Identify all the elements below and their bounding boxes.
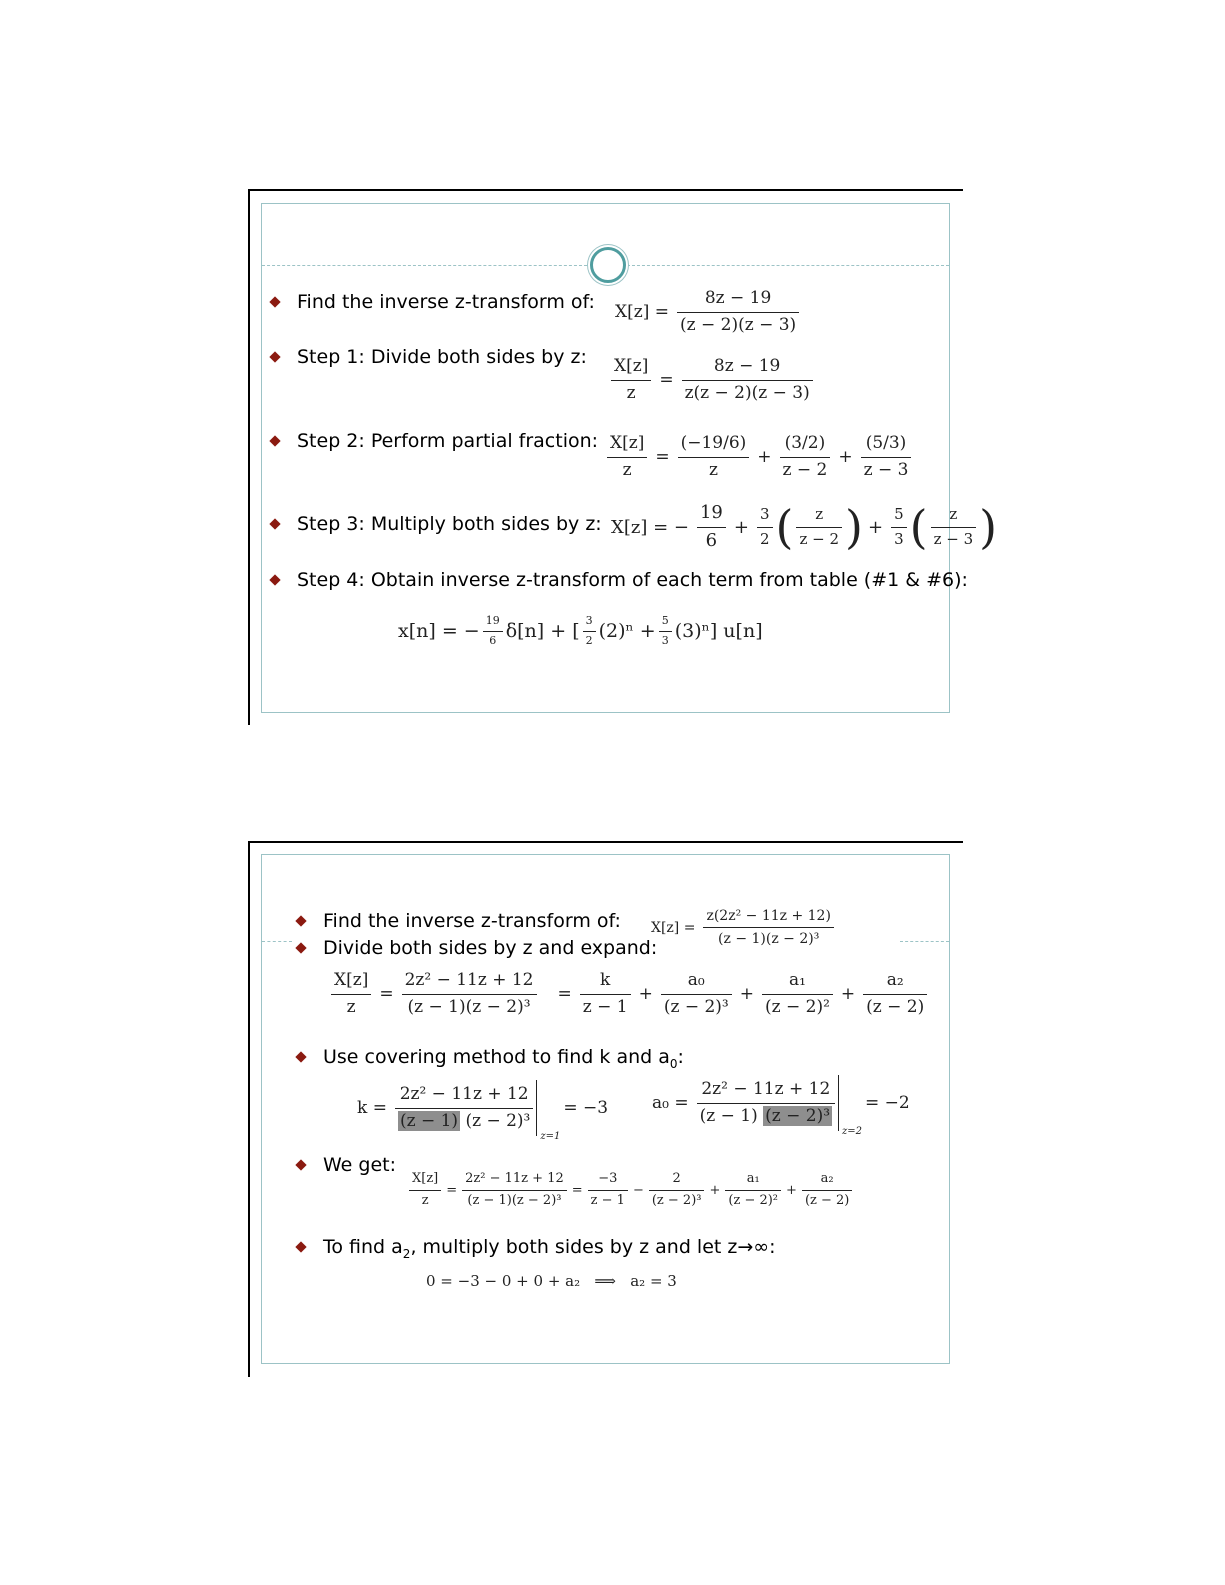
slide-1-bullet-3: Step 2: Perform partial fraction: (297, 430, 599, 452)
eq-numerator: 2z² − 11z + 12 (462, 1172, 567, 1191)
eq-denominator: z − 2 (799, 529, 840, 548)
eq-denominator: z (346, 996, 356, 1017)
bullet-text: , multiply both sides by z and let z→∞: (410, 1236, 776, 1258)
eq-lhs: X[z] = (651, 919, 696, 936)
eq-numerator: z (931, 506, 977, 527)
eq-denominator: z − 1 (590, 1192, 625, 1208)
eq-numerator: −3 (588, 1172, 628, 1191)
slide-1-equation-4: X[z] = − $\frac{19}{6}$ + $\frac{3}{2}$ ( $\frac{z}{z - 2}$ ) + $\frac{5}{3}$ ( $\frac{z}{z - 3}$ ) (606, 503, 997, 551)
slide-2-equation-2: $\frac{X[z]}{z}$ = $\frac{\text{2z² − 11z + 12}}{\text{(z − 1)(z − 2)³}}$ = $\frac{k}{z - 1}$ + $\frac{\text{a₀}}{\text{(z − 2)³}}$ + $\frac{\text{a₁}}{\text{(z − 2)²}}$ + $\frac{\text{a₂}}{(z - 2)}$ (328, 971, 930, 1017)
eq-numerator: 2 (649, 1172, 705, 1191)
eq-numerator: 2z² − 11z + 12 (402, 971, 537, 995)
eq-numerator: a₂ (863, 971, 927, 995)
slide-2-left-rule (248, 841, 250, 1377)
eq-numerator: a₀ (661, 971, 732, 995)
eq-numerator: 19 (697, 503, 726, 528)
slide-2-equation-5: 0 = −3 − 0 + 0 + a₂ ⟹ a₂ = 3 (426, 1272, 677, 1290)
eq-numerator: 5 (659, 615, 672, 632)
slide-1-equation-3: $\frac{X[z]}{z}$ = $\frac{(-19/6)}{z}$ + $\frac{(3/2)}{z - 2}$ + $\frac{(5/3)}{z - 3}$ (604, 434, 914, 480)
highlighted-factor: (z − 1) (399, 1110, 459, 1131)
slide-2-bullet-5 (323, 1238, 776, 1260)
eq-numerator: (3/2) (780, 434, 831, 458)
slide-1-equation-2: $\frac{X[z]}{z}$ = $\frac{8z - 19}{z(z - 2)(z - 3)}$ (608, 357, 816, 403)
slide-1-equation-5 (398, 615, 763, 647)
eq-denominator: (z − 2)³ (465, 1110, 531, 1131)
slide-2-equation-4: $\frac{X[z]}{z}$ = $\frac{\text{2z² − 11z + 12}}{\text{(z − 1)(z − 2)³}}$ = $\frac{-3}{z - 1}$ − $\frac{2}{\text{(z − 2)³}}$ + $\frac{\text{a₁}}{\text{(z − 2)²}}$ + $\frac{\text{a₂}}{(z - 2)}$ (406, 1172, 855, 1209)
eq-numerator: k (580, 971, 631, 995)
eq-denominator: z − 3 (933, 529, 974, 548)
eq-numerator: a₁ (725, 1172, 781, 1191)
eq-denominator: 3 (661, 633, 669, 647)
slide-2-dashed-line-right (900, 941, 949, 942)
eq-numerator: 19 (483, 615, 503, 632)
eq-numerator: z(2z² − 11z + 12) (703, 908, 833, 928)
eq-denominator: (z − 1)(z − 2)³ (407, 996, 531, 1017)
eq-term: δ[n] + [ (505, 620, 580, 643)
eq-denominator: z − 1 (582, 996, 628, 1017)
eq-numerator: 3 (583, 615, 596, 632)
slide-1-dashed-line-right (627, 265, 949, 266)
bullet-text: : (677, 1046, 684, 1068)
eq-denominator: z − 3 (863, 459, 909, 480)
eq-term: (2)ⁿ + (598, 620, 656, 643)
slide-2-equation-a0 (647, 1075, 915, 1137)
eq-denominator: 6 (705, 529, 718, 551)
eq-numerator: X[z] (331, 971, 371, 995)
eq-term: (3)ⁿ] u[n] (674, 620, 763, 643)
slide-1-bullet-4: Step 3: Multiply both sides by z: (297, 513, 602, 535)
slide-2-bullet-2: Divide both sides by z and expand: (323, 937, 658, 959)
eq-denominator: (z − 1)(z − 2)³ (718, 931, 820, 948)
slide-2-dashed-line-left (262, 941, 292, 942)
eq-numerator: a₂ (802, 1172, 852, 1191)
eq-denominator: (z − 2)² (728, 1192, 779, 1208)
highlighted-factor: (z − 2)³ (765, 1105, 831, 1126)
eq-numerator: (−19/6) (678, 434, 750, 458)
eq-numerator: 2z² − 11z + 12 (395, 1085, 533, 1109)
eq-numerator: (5/3) (861, 434, 912, 458)
bullet-subscript: 0 (669, 1056, 678, 1071)
eq-denominator: (z − 2)³ (651, 1192, 702, 1208)
eq-denominator: z (421, 1192, 429, 1208)
eq-denominator: z (622, 459, 632, 480)
eq-numerator: X[z] (611, 357, 651, 381)
slide-1-top-rule (248, 189, 963, 191)
eq-result: = −2 (865, 1093, 910, 1113)
eq-denominator: 2 (759, 529, 770, 548)
eq-denominator: 6 (489, 633, 497, 647)
eq-numerator: a₁ (762, 971, 833, 995)
eq-denominator: (z − 2)(z − 3) (679, 314, 797, 335)
eq-denominator: (z − 1)(z − 2)³ (467, 1192, 562, 1208)
bullet-subscript: 2 (402, 1246, 411, 1261)
eq-lhs: x[n] = − (398, 620, 480, 643)
eq-denominator: z(z − 2)(z − 3) (684, 382, 810, 403)
eq-denominator: z (626, 382, 636, 403)
slide-2-bullet-4: We get: (323, 1154, 397, 1176)
eq-numerator: 5 (891, 506, 907, 527)
eq-denominator: 2 (585, 633, 593, 647)
eq-numerator: 8z − 19 (677, 289, 799, 313)
eval-subscript: z=2 (842, 1126, 863, 1137)
eq-denominator: (z − 2) (866, 996, 925, 1017)
slide-2-equation-k (352, 1080, 613, 1142)
eq-numerator: 3 (757, 506, 773, 527)
slide-2-bullet-3 (323, 1048, 684, 1070)
evaluation-bar (838, 1075, 863, 1137)
eq-lhs: X[z] = (615, 302, 669, 323)
slide-2-equation-1 (646, 908, 837, 947)
slide-2-bullet-1: Find the inverse z-transform of: (323, 910, 621, 932)
eq-denominator: (z − 1) (699, 1105, 758, 1126)
slide-1-bullet-5: Step 4: Obtain inverse z-transform of each term from table (#1 & #6): (297, 569, 968, 591)
eq-lhs: a₀ = (652, 1093, 689, 1113)
eq-denominator: (z − 2)³ (663, 996, 729, 1017)
slide-1-dashed-line-left (262, 265, 587, 266)
slide-1-bullet-2: Step 1: Divide both sides by z: (297, 346, 587, 368)
bullet-text: To find a (323, 1236, 403, 1258)
eval-subscript: z=1 (540, 1131, 561, 1142)
evaluation-bar (536, 1080, 561, 1142)
slide-1-left-rule (248, 189, 250, 725)
eq-denominator: z − 2 (782, 459, 828, 480)
eq-lhs: X[z] = − (611, 516, 689, 538)
eq-numerator: 8z − 19 (682, 357, 813, 381)
slide-1-bullet-1: Find the inverse z-transform of: (297, 291, 595, 313)
slide-2-top-rule (248, 841, 963, 843)
eq-numerator: z (796, 506, 842, 527)
eq-numerator: X[z] (607, 434, 647, 458)
slide-1-circle-ornament (590, 247, 626, 283)
slide-1-equation-1 (610, 289, 802, 335)
eq-denominator: z (708, 459, 718, 480)
eq-denominator: (z − 2) (804, 1192, 850, 1208)
eq-result: = −3 (563, 1098, 609, 1118)
eq-numerator: 2z² − 11z + 12 (697, 1080, 835, 1104)
eq-numerator: X[z] (409, 1172, 441, 1191)
eq-denominator: 3 (894, 529, 904, 548)
eq-denominator: (z − 2)² (764, 996, 830, 1017)
eq-lhs: k = (357, 1098, 387, 1118)
bullet-text: Use covering method to find k and a (323, 1046, 670, 1068)
